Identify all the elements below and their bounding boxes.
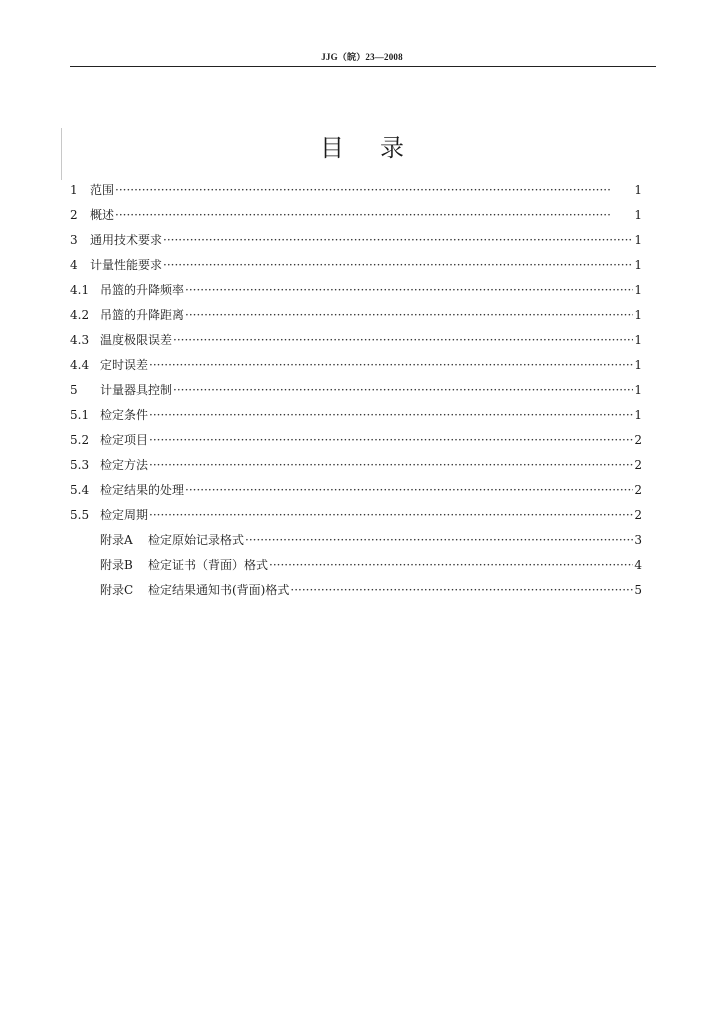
toc-entry-title: 检定结果的处理 (100, 483, 185, 497)
toc-entry-title: 概述 (90, 208, 115, 222)
header-rule (70, 66, 656, 67)
toc-entry-number: 4.2 (70, 308, 90, 322)
toc-entry-title: 温度极限误差 (100, 333, 173, 347)
toc-entry-5-5[interactable] (70, 503, 642, 528)
dot-leader (185, 303, 633, 328)
dot-leader (245, 528, 633, 553)
toc-entry-appendix-b[interactable] (70, 553, 642, 578)
toc-entry-appendix-a[interactable] (70, 528, 642, 553)
dot-leader (149, 353, 633, 378)
dot-leader (163, 228, 633, 253)
document-code-header: JJG（皖）23—2008 (321, 52, 403, 62)
dot-leader (173, 378, 633, 403)
toc-entry-5[interactable] (70, 378, 642, 403)
toc-entry-page: 4 (634, 558, 642, 572)
dot-leader (115, 178, 633, 203)
toc-entry-title: 检定项目 (100, 433, 149, 447)
toc-entry-5-2[interactable] (70, 428, 642, 453)
toc-entry-4-2[interactable] (70, 303, 642, 328)
toc-entry-4[interactable] (70, 253, 642, 278)
toc-entry-page: 3 (634, 533, 642, 547)
toc-entry-5-1[interactable] (70, 403, 642, 428)
toc-entry-page: 1 (634, 358, 642, 372)
toc-entry-appendix-c[interactable] (70, 578, 642, 603)
toc-entry-4-4[interactable] (70, 353, 642, 378)
toc-entry-title: 吊篮的升降频率 (100, 283, 185, 297)
dot-leader (149, 503, 633, 528)
dot-leader (163, 253, 633, 278)
toc-entry-title: 检定结果通知书(背面)格式 (148, 583, 290, 597)
toc-entry-page: 1 (634, 233, 642, 247)
toc-entry-title: 检定证书（背面）格式 (148, 558, 269, 572)
dot-leader (185, 278, 633, 303)
toc-entry-page: 5 (634, 583, 642, 597)
toc-entry-number: 3 (70, 233, 78, 247)
toc-entry-title: 计量器具控制 (100, 383, 173, 397)
toc-entry-title: 计量性能要求 (90, 258, 163, 272)
toc-entry-number: 5.5 (70, 508, 90, 522)
toc-entry-page: 1 (634, 333, 642, 347)
toc-entry-number: 5.3 (70, 458, 90, 472)
dot-leader (149, 403, 633, 428)
toc-entry-number: 2 (70, 208, 78, 222)
toc-entry-page: 1 (634, 308, 642, 322)
toc-entry-page: 1 (634, 383, 642, 397)
table-of-contents (70, 178, 642, 603)
toc-entry-page: 1 (634, 208, 642, 222)
toc-entry-number: 5.1 (70, 408, 90, 422)
toc-entry-2[interactable] (70, 203, 642, 228)
toc-entry-number: 5.4 (70, 483, 90, 497)
toc-entry-number: 附录B (100, 558, 133, 572)
dot-leader (149, 428, 633, 453)
dot-leader (269, 553, 633, 578)
toc-entry-number: 5 (70, 383, 78, 397)
toc-entry-title: 范围 (90, 183, 115, 197)
toc-title: 目录 (320, 134, 440, 162)
toc-entry-number: 4.1 (70, 283, 90, 297)
toc-entry-5-4[interactable] (70, 478, 642, 503)
toc-entry-number: 5.2 (70, 433, 90, 447)
toc-entry-page: 1 (634, 408, 642, 422)
toc-entry-number: 4.3 (70, 333, 90, 347)
toc-entry-title: 检定方法 (100, 458, 149, 472)
dot-leader (115, 203, 633, 228)
toc-entry-page: 2 (634, 458, 642, 472)
toc-entry-title: 通用技术要求 (90, 233, 163, 247)
toc-entry-4-1[interactable] (70, 278, 642, 303)
toc-entry-page: 2 (634, 508, 642, 522)
toc-entry-title: 检定周期 (100, 508, 149, 522)
dot-leader (149, 453, 633, 478)
toc-entry-number: 附录A (100, 533, 133, 547)
toc-entry-title: 定时误差 (100, 358, 149, 372)
toc-entry-page: 2 (634, 483, 642, 497)
toc-entry-number: 4.4 (70, 358, 90, 372)
toc-entry-title: 检定原始记录格式 (148, 533, 245, 547)
toc-entry-page: 1 (634, 258, 642, 272)
toc-entry-page: 2 (634, 433, 642, 447)
toc-entry-number: 附录C (100, 583, 134, 597)
toc-entry-1[interactable] (70, 178, 642, 203)
dot-leader (173, 328, 633, 353)
toc-entry-title: 吊篮的升降距离 (100, 308, 185, 322)
toc-entry-3[interactable] (70, 228, 642, 253)
dot-leader (290, 578, 633, 603)
toc-entry-title: 检定条件 (100, 408, 149, 422)
toc-entry-number: 1 (70, 183, 78, 197)
dot-leader (185, 478, 633, 503)
toc-entry-number: 4 (70, 258, 78, 272)
toc-entry-4-3[interactable] (70, 328, 642, 353)
toc-entry-5-3[interactable] (70, 453, 642, 478)
toc-entry-page: 1 (634, 183, 642, 197)
toc-entry-page: 1 (634, 283, 642, 297)
